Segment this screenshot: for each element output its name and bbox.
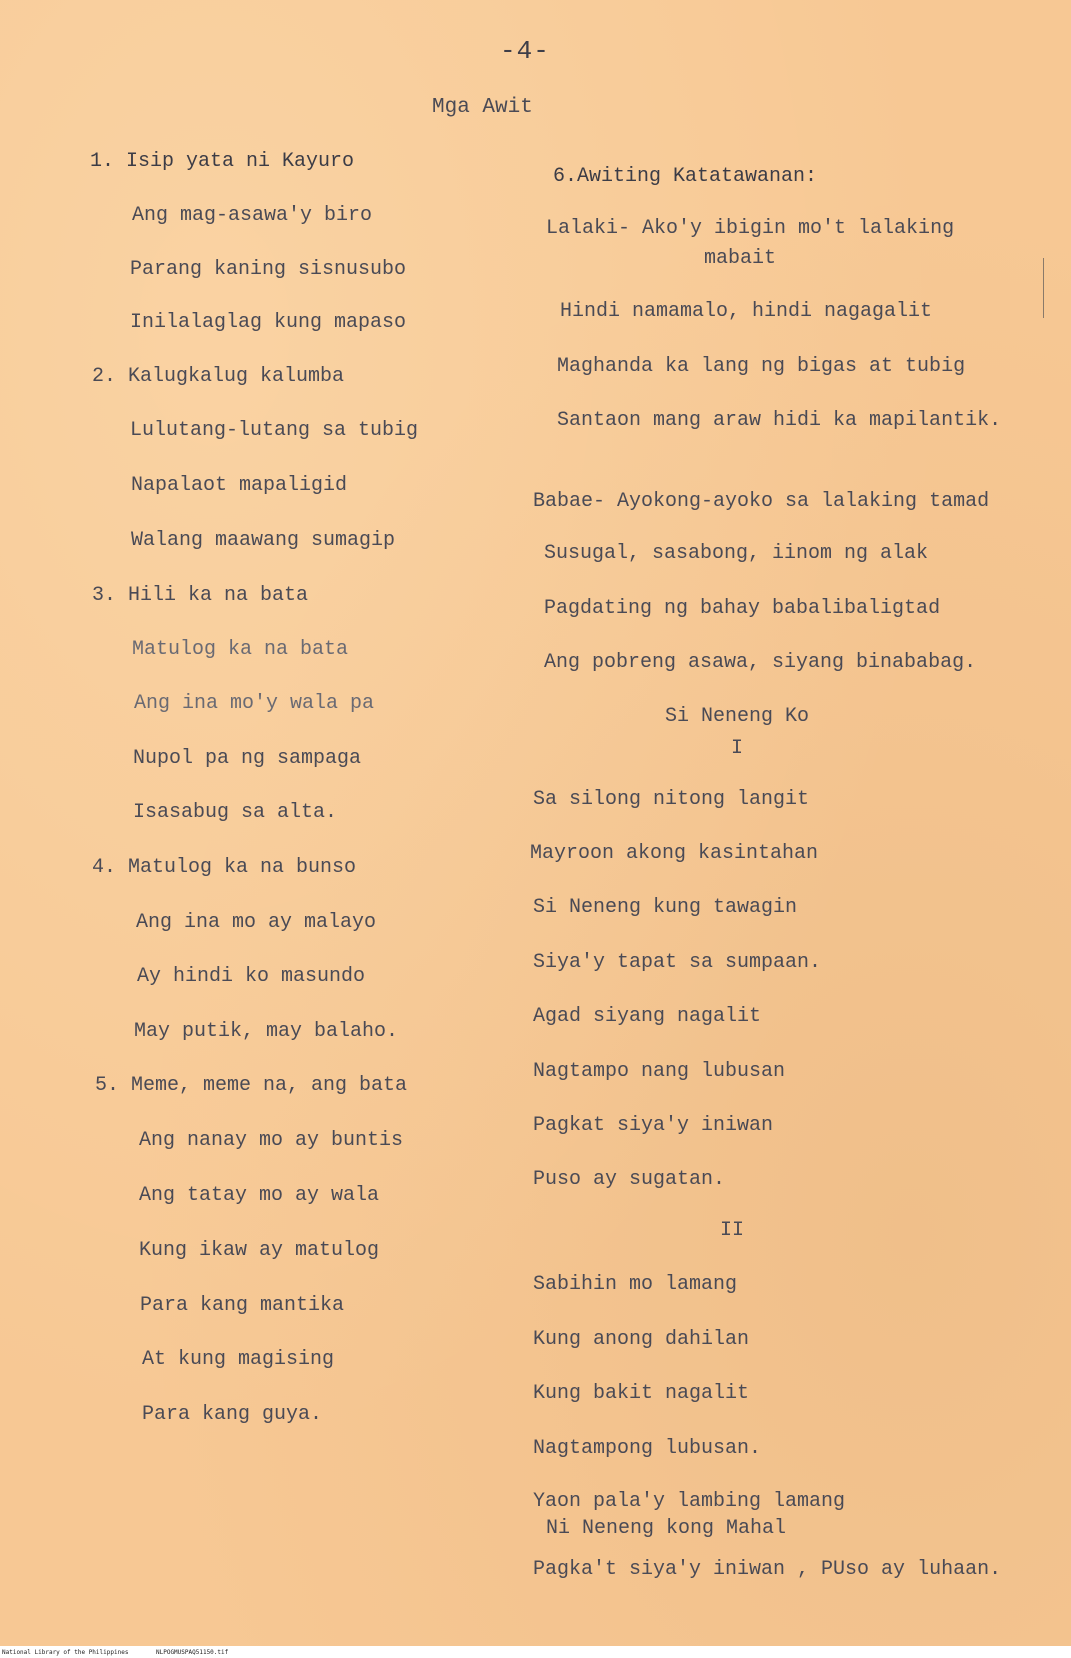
- poem-line: Sabihin mo lamang: [533, 1273, 738, 1296]
- poem-line: 4. Matulog ka na bunso: [92, 856, 357, 879]
- poem-line: Para kang mantika: [140, 1294, 345, 1317]
- poem-line: 2. Kalugkalug kalumba: [92, 365, 345, 388]
- song-title: Si Neneng Ko: [665, 705, 810, 728]
- poem-line: Ni Neneng kong Mahal: [546, 1517, 787, 1540]
- poem-line: Kung anong dahilan: [533, 1328, 750, 1351]
- section-label: I: [731, 737, 744, 760]
- poem-line: 3. Hili ka na bata: [92, 584, 309, 607]
- poem-line: Isasabug sa alta.: [133, 801, 338, 824]
- poem-line: Nupol pa ng sampaga: [133, 747, 362, 770]
- poem-line: Kung ikaw ay matulog: [139, 1239, 380, 1262]
- section-label: II: [720, 1219, 745, 1242]
- poem-line: Ang ina mo ay malayo: [136, 911, 377, 934]
- page-number: -4-: [500, 36, 550, 66]
- poem-line: Susugal, sasabong, iinom ng alak: [544, 542, 929, 565]
- poem-line: Lalaki- Ako'y ibigin mo't lalaking: [546, 217, 955, 240]
- poem-line: Sa silong nitong langit: [533, 788, 810, 811]
- poem-line: Matulog ka na bata: [132, 638, 349, 661]
- scan-footer: [0, 1647, 1071, 1658]
- poem-line: Pagdating ng bahay babalibaligtad: [544, 597, 941, 620]
- poem-line: Santaon mang araw hidi ka mapilantik.: [557, 409, 1002, 432]
- poem-line: 5. Meme, meme na, ang bata: [95, 1074, 408, 1097]
- poem-line: Pagkat siya'y iniwan: [533, 1114, 774, 1137]
- poem-line: At kung magising: [142, 1348, 335, 1371]
- poem-line: Ang tatay mo ay wala: [139, 1184, 380, 1207]
- poem-line: May putik, may balaho.: [134, 1020, 399, 1043]
- poem-line: Maghanda ka lang ng bigas at tubig: [557, 355, 966, 378]
- poem-line: 1. Isip yata ni Kayuro: [90, 150, 355, 173]
- poem-line: Walang maawang sumagip: [131, 529, 396, 552]
- poem-line: Si Neneng kung tawagin: [533, 896, 798, 919]
- poem-line: Kung bakit nagalit: [533, 1382, 750, 1405]
- poem-line: Para kang guya.: [142, 1403, 323, 1426]
- footer-institution: National Library of the Philippines: [2, 1649, 129, 1656]
- poem-line: Napalaot mapaligid: [131, 474, 348, 497]
- poem-line: Inilalaglag kung mapaso: [130, 311, 407, 334]
- footer-file-id: NLPOGMUSPAQ51150.tif: [156, 1649, 229, 1656]
- poem-line: Yaon pala'y lambing lamang: [533, 1490, 846, 1513]
- poem-line: Pagka't siya'y iniwan , PUso ay luhaan.: [533, 1558, 1002, 1581]
- poem-line: Hindi namamalo, hindi nagagalit: [560, 300, 933, 323]
- page-title: Mga Awit: [432, 96, 533, 119]
- poem-line: Mayroon akong kasintahan: [530, 842, 819, 865]
- poem-line: Nagtampong lubusan.: [533, 1437, 762, 1460]
- poem-line: Lulutang-lutang sa tubig: [130, 419, 419, 442]
- poem-line: Ay hindi ko masundo: [137, 965, 366, 988]
- poem-line: Ang mag-asawa'y biro: [132, 204, 373, 227]
- poem-line: Babae- Ayokong-ayoko sa lalaking tamad: [533, 490, 990, 513]
- poem-line: Agad siyang nagalit: [533, 1005, 762, 1028]
- poem-line: Ang ina mo'y wala pa: [134, 692, 375, 715]
- poem-line: Ang pobreng asawa, siyang binababag.: [544, 651, 977, 674]
- poem-line: Siya'y tapat sa sumpaan.: [533, 951, 822, 974]
- poem-line: Ang nanay mo ay buntis: [139, 1129, 404, 1152]
- poem-line: Nagtampo nang lubusan: [533, 1060, 786, 1083]
- poem-line: Puso ay sugatan.: [533, 1168, 726, 1191]
- poem-line: mabait: [704, 247, 777, 270]
- poem-line: Parang kaning sisnusubo: [130, 258, 407, 281]
- song-heading: 6.Awiting Katatawanan:: [553, 165, 818, 188]
